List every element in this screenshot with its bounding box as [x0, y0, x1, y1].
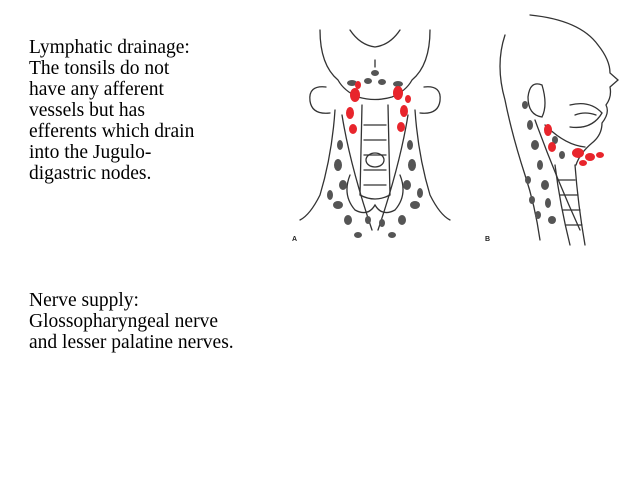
lymph-nodes-illustration — [280, 5, 635, 255]
nerve-line: Glossopharyngeal nerve — [29, 311, 218, 332]
drainage-line: The tonsils do not — [29, 58, 170, 79]
lymphatic-drainage-text — [29, 37, 194, 184]
nerve-line: and lesser palatine nerves. — [29, 332, 234, 353]
figure-label-a: A — [292, 236, 298, 243]
jugulodigastric-nodes — [346, 81, 411, 134]
nerve-heading: Nerve supply: — [29, 290, 139, 311]
gray-lymph-nodes-lateral — [522, 101, 565, 224]
drainage-line: vessels but has — [29, 100, 145, 121]
drainage-line: digastric nodes. — [29, 163, 152, 184]
drainage-heading: Lymphatic drainage: — [29, 37, 190, 58]
nerve-supply-text — [29, 290, 234, 353]
anterior-view — [292, 30, 450, 243]
figure-label-b: B — [485, 236, 491, 243]
drainage-line: into the Jugulo- — [29, 142, 152, 163]
drainage-line: efferents which drain — [29, 121, 195, 142]
drainage-line: have any afferent — [29, 79, 164, 100]
lateral-view — [485, 15, 618, 245]
